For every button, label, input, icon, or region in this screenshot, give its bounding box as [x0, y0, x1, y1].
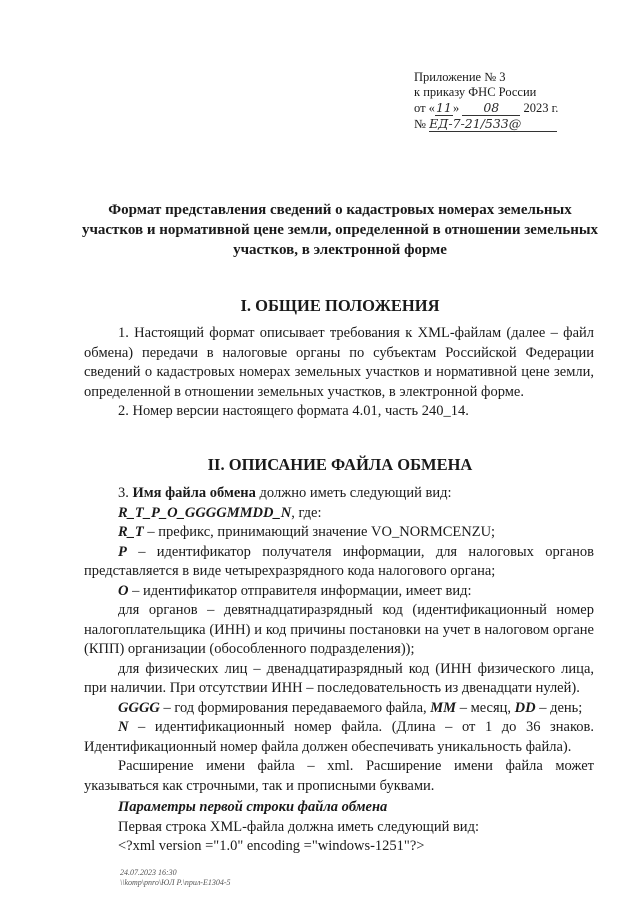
def-p: P – идентификатор получателя информации, для налоговых органов представляется в виде четырехразрядного кода налогового органа;: [84, 543, 594, 579]
xml-declaration: <?xml version ="1.0" encoding ="windows-1251"?>: [118, 838, 425, 854]
file-name-pattern: R_T_P_O_GGGGMMDD_N, где:: [118, 504, 322, 521]
paragraph-2: 2. Номер версии настоящего формата 4.01, часть 240_14.: [118, 403, 469, 419]
def-rt: R_T – префикс, принимающий значение VO_NORMCENZU;: [118, 524, 496, 540]
footer-stamp: [120, 868, 231, 888]
def-phys: для физических лиц – двенадцатиразрядный код (ИНН физического лица, при наличии. При отсутствии ИНН – последовательность из двенадцати нулей).: [84, 660, 594, 696]
def-date: GGGG – год формирования передаваемого файла, MM – месяц, DD – день;: [118, 699, 583, 716]
def-org: для органов – девятнадцатиразрядный код (идентификационный номер налогоплательщика (ИНН) и код причины постановки на учет в налоговом органе (КПП) организации (обособленного подразделения));: [84, 602, 594, 657]
annex-title: Приложение № 3: [414, 70, 506, 84]
footer-path: \\komp\pnro\ЮЛ Р.\прил-Е1304-5: [120, 878, 231, 887]
def-o: O – идентификатор отправителя информации, имеет вид:: [118, 582, 472, 599]
annex-month: 08: [462, 100, 520, 116]
annex-block: [414, 70, 558, 132]
section-2-heading: II. ОПИСАНИЕ ФАЙЛА ОБМЕНА: [207, 455, 473, 474]
section-2-body: [84, 484, 594, 857]
document-title: Формат представления сведений о кадастровых номерах земельных участков и нормативной цене земли, определенной в отношении земельных участков, в электронной форме: [81, 202, 599, 258]
footer-timestamp: 24.07.2023 16:30: [120, 868, 177, 877]
annex-date-line: от «11» 08 2023 г.: [414, 100, 559, 115]
annex-year: 2023 г.: [523, 101, 559, 115]
params-heading: Параметры первой строки файла обмена: [118, 799, 388, 815]
paragraph-3: 3. Имя файла обмена должно иметь следующий вид:: [118, 485, 452, 501]
annex-order-ref: к приказу ФНС России: [414, 85, 537, 99]
def-extension: Расширение имени файла – xml. Расширение имени файла может указываться как строчными, так и прописными буквами.: [84, 758, 594, 794]
annex-number-line: № ЕД-7-21/533@: [414, 116, 558, 132]
annex-day: 11: [435, 100, 452, 115]
file-name-term: Имя файла обмена: [132, 485, 256, 501]
first-line-text: Первая строка XML-файла должна иметь следующий вид:: [118, 818, 479, 835]
section-1-body: [84, 324, 594, 422]
paragraph-1: 1. Настоящий формат описывает требования к XML-файлам (далее – файл обмена) передачи в налоговые органы по субъектам Российской Федерации сведений о кадастровых номерах земельных участков и нормативной цене земли, определенной в отношении земельных участков, в электронной форме.: [84, 325, 594, 400]
section-1-heading: I. ОБЩИЕ ПОЛОЖЕНИЯ: [240, 296, 440, 315]
def-n: N – идентификационный номер файла. (Длина – от 1 до 36 знаков. Идентификационный номер файла должен обеспечивать уникальность файла).: [84, 719, 594, 755]
annex-number: ЕД-7-21/533@: [429, 116, 557, 132]
